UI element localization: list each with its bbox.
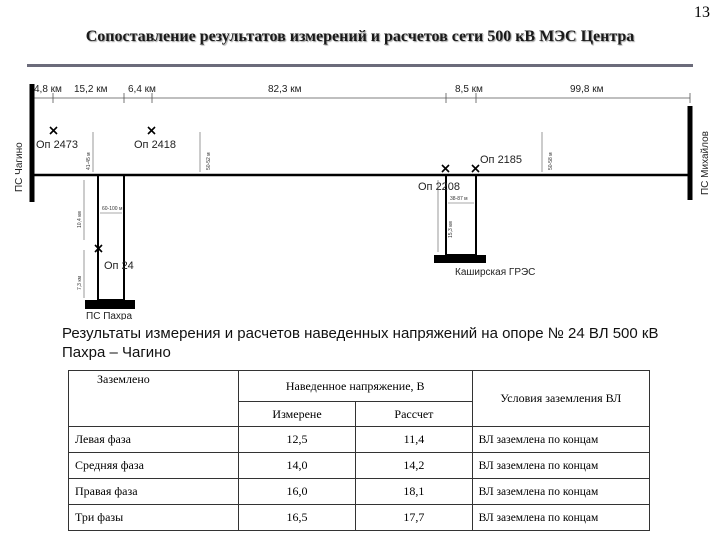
calc-cell: 14,2: [356, 453, 472, 479]
col-calc: Рассчет: [356, 402, 472, 427]
support-label-2185: Оп 2185: [480, 154, 523, 166]
span-label-5: 8,5 км: [455, 84, 483, 95]
vlabel-1: 41-45 м: [86, 152, 92, 170]
calc-cell: 11,4: [356, 427, 472, 453]
table-row: [69, 427, 650, 453]
phase-cell: Средняя фаза: [69, 453, 239, 479]
vlabel-6: 15,3 км: [448, 221, 454, 238]
col-measured: Измерене: [238, 402, 355, 427]
gap-label-1: 60-100 м: [102, 206, 123, 212]
station-bottom-right-label: Каширская ГРЭС: [455, 267, 536, 278]
span-label-4: 82,3 км: [268, 84, 302, 95]
calc-cell: 18,1: [356, 479, 472, 505]
phase-cell: Три фазы: [69, 505, 239, 531]
table-row: [69, 479, 650, 505]
table-row: [69, 453, 650, 479]
results-table: [68, 370, 650, 531]
span-label-2: 15,2 км: [74, 84, 108, 95]
substation-right-label: ПС Михайлов: [700, 131, 711, 195]
table-row: [69, 505, 650, 531]
support-label-2473: Оп 2473: [36, 139, 79, 151]
calc-cell: 17,7: [356, 505, 472, 531]
measured-cell: 14,0: [238, 453, 355, 479]
condition-cell: ВЛ заземлена по концам: [472, 427, 649, 453]
table-caption: Результаты измерения и расчетов наведенных напряжений на опоре № 24 ВЛ 500 кВ Пахра – Чагино: [62, 325, 659, 361]
vlabel-5: 7,3 км: [77, 276, 83, 290]
station-bus-bottom-right: [434, 255, 486, 263]
span-label-3: 6,4 км: [128, 84, 156, 95]
col-grounding: Заземлено: [69, 371, 239, 427]
span-label-6: 99,8 км: [570, 84, 604, 95]
support-label-2208: Оп 2208: [418, 181, 461, 193]
phase-cell: Левая фаза: [69, 427, 239, 453]
network-diagram: [0, 70, 720, 320]
title-divider: [27, 64, 693, 67]
phase-cell: Правая фаза: [69, 479, 239, 505]
measured-cell: 16,0: [238, 479, 355, 505]
gap-label-2: 38-87 м: [450, 196, 468, 202]
col-voltage: Наведенное напряжение, В: [238, 371, 472, 402]
branch-pakhra: [98, 175, 124, 300]
support-label-2418: Оп 2418: [134, 139, 177, 151]
condition-cell: ВЛ заземлена по концам: [472, 453, 649, 479]
support-label-24: Оп 24: [104, 260, 134, 272]
condition-cell: ВЛ заземлена по концам: [472, 479, 649, 505]
substation-left-label: ПС Чагино: [14, 142, 25, 192]
support-marks: [50, 127, 479, 252]
slide-title: Сопоставление результатов измерений и расчетов сети 500 кВ МЭС Центра: [85, 28, 635, 45]
vlabel-2: 50-52 м: [206, 152, 212, 170]
col-conditions: Условия заземления ВЛ: [472, 371, 649, 427]
span-label-1: 4,8 км: [34, 84, 62, 95]
measured-cell: 16,5: [238, 505, 355, 531]
vlabel-4: 10,4 км: [77, 211, 83, 228]
page-number: 13: [694, 4, 710, 21]
substation-bottom-left-label: ПС Пахра: [86, 311, 133, 320]
condition-cell: ВЛ заземлена по концам: [472, 505, 649, 531]
vlabel-3: 50-58 м: [548, 152, 554, 170]
substation-bus-bottom-left: [85, 300, 135, 309]
measured-cell: 12,5: [238, 427, 355, 453]
